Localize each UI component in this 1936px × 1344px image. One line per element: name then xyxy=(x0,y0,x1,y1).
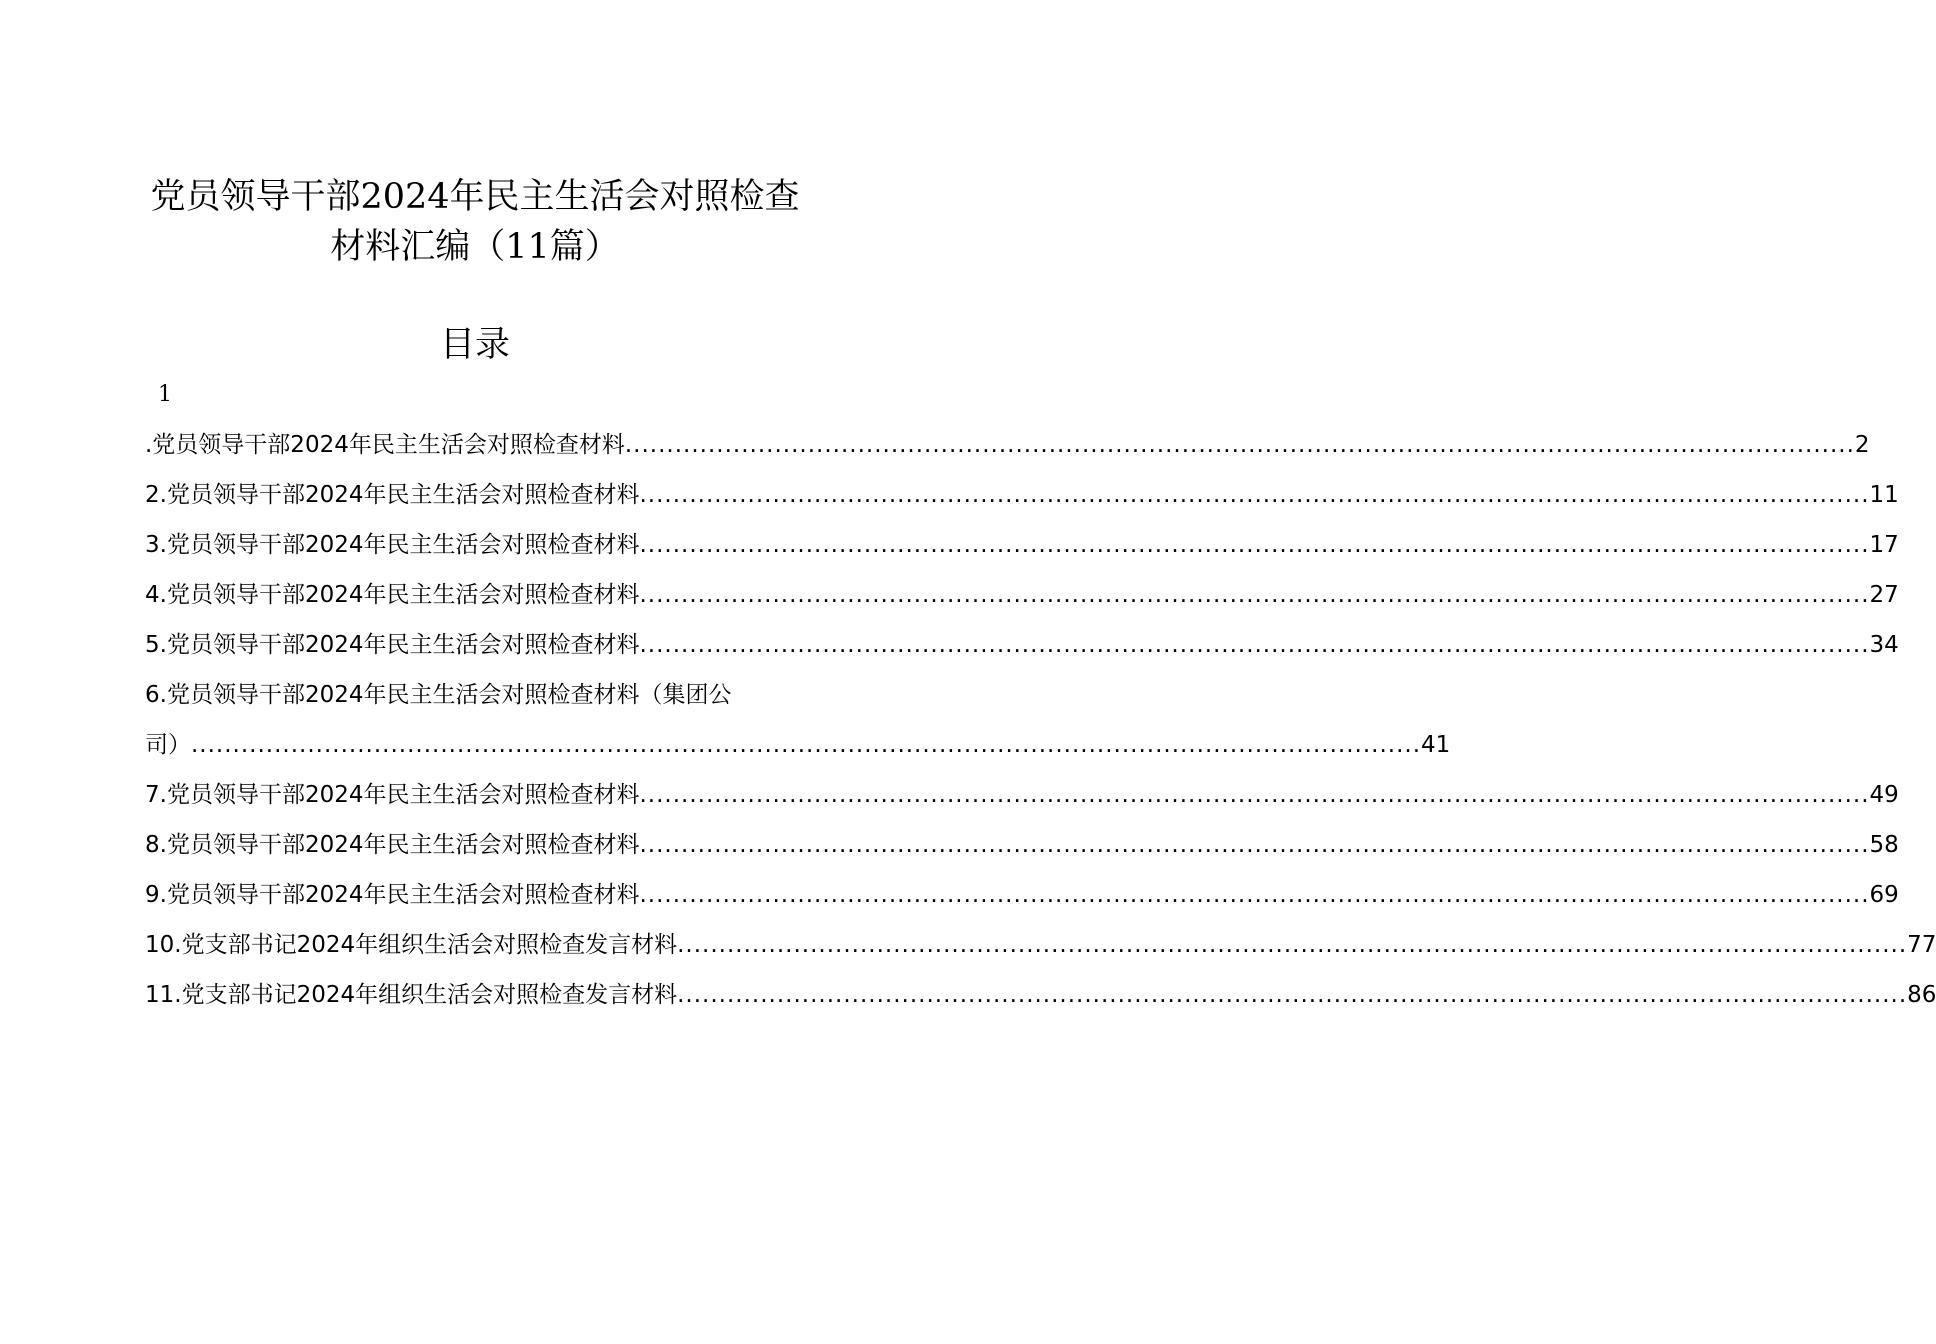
toc-entry-text: 5.党员领导干部2024年民主生活会对照检查材料 xyxy=(145,632,640,658)
document-title-line-2: 材料汇编（11篇） xyxy=(330,227,620,267)
toc-entry-11[interactable] xyxy=(145,970,1936,1020)
toc-entry-text: 7.党员领导干部2024年民主生活会对照检查材料 xyxy=(145,782,640,808)
toc-page-number: 69 xyxy=(1869,882,1899,908)
toc-entry-text: 4.党员领导干部2024年民主生活会对照检查材料 xyxy=(145,582,640,608)
toc-page-number: 11 xyxy=(1869,482,1899,508)
toc-dot-leader xyxy=(639,620,1869,670)
toc-dot-leader xyxy=(639,520,1869,570)
toc-dot-leader xyxy=(639,820,1869,870)
toc-dot-leader xyxy=(677,920,1907,970)
toc-entry-text: 10.党支部书记2024年组织生活会对照检查发言材料 xyxy=(145,932,678,958)
toc-page-number: 2 xyxy=(1854,432,1870,458)
toc-dot-leader xyxy=(191,720,1421,770)
toc-entry-3[interactable] xyxy=(145,520,1899,570)
toc-entry-6[interactable] xyxy=(145,670,1451,770)
toc-entry-6-continuation xyxy=(145,720,1451,770)
toc-entry-text: 8.党员领导干部2024年民主生活会对照检查材料 xyxy=(145,832,640,858)
toc-dot-leader xyxy=(625,420,1855,470)
toc-page-number: 49 xyxy=(1869,782,1899,808)
toc-dot-leader xyxy=(639,870,1869,920)
toc-page-number: 86 xyxy=(1907,982,1936,1008)
toc-entry-text: 司） xyxy=(145,732,191,758)
toc-dot-leader xyxy=(677,970,1907,1020)
toc-entry-9[interactable] xyxy=(145,870,1899,920)
toc-entry-text: 3.党员领导干部2024年民主生活会对照检查材料 xyxy=(145,532,640,558)
toc-entry-1[interactable] xyxy=(145,420,1870,470)
toc-dot-leader xyxy=(639,770,1869,820)
toc-page-number: 58 xyxy=(1869,832,1899,858)
toc-entry-2[interactable] xyxy=(145,470,1899,520)
toc-entry-5[interactable] xyxy=(145,620,1899,670)
table-of-contents xyxy=(145,420,1936,1020)
toc-entry-text: .党员领导干部2024年民主生活会对照检查材料 xyxy=(145,432,625,458)
document-title-line-1: 党员领导干部2024年民主生活会对照检查 xyxy=(150,177,800,217)
toc-dot-leader xyxy=(639,470,1869,520)
toc-stray-number: 1 xyxy=(158,382,172,407)
toc-page-number: 27 xyxy=(1869,582,1899,608)
toc-heading: 目录 xyxy=(439,325,510,365)
toc-entry-text: 11.党支部书记2024年组织生活会对照检查发言材料 xyxy=(145,982,678,1008)
toc-entry-7[interactable] xyxy=(145,770,1899,820)
toc-entry-text-line-1: 6.党员领导干部2024年民主生活会对照检查材料（集团公 xyxy=(145,682,732,708)
toc-page-number: 41 xyxy=(1421,732,1451,758)
toc-page-number: 17 xyxy=(1869,532,1899,558)
toc-entry-8[interactable] xyxy=(145,820,1899,870)
toc-entry-text: 2.党员领导干部2024年民主生活会对照检查材料 xyxy=(145,482,640,508)
toc-entry-4[interactable] xyxy=(145,570,1899,620)
toc-entry-10[interactable] xyxy=(145,920,1936,970)
toc-entry-text: 9.党员领导干部2024年民主生活会对照检查材料 xyxy=(145,882,640,908)
toc-dot-leader xyxy=(639,570,1869,620)
toc-page-number: 34 xyxy=(1869,632,1899,658)
toc-page-number: 77 xyxy=(1907,932,1936,958)
